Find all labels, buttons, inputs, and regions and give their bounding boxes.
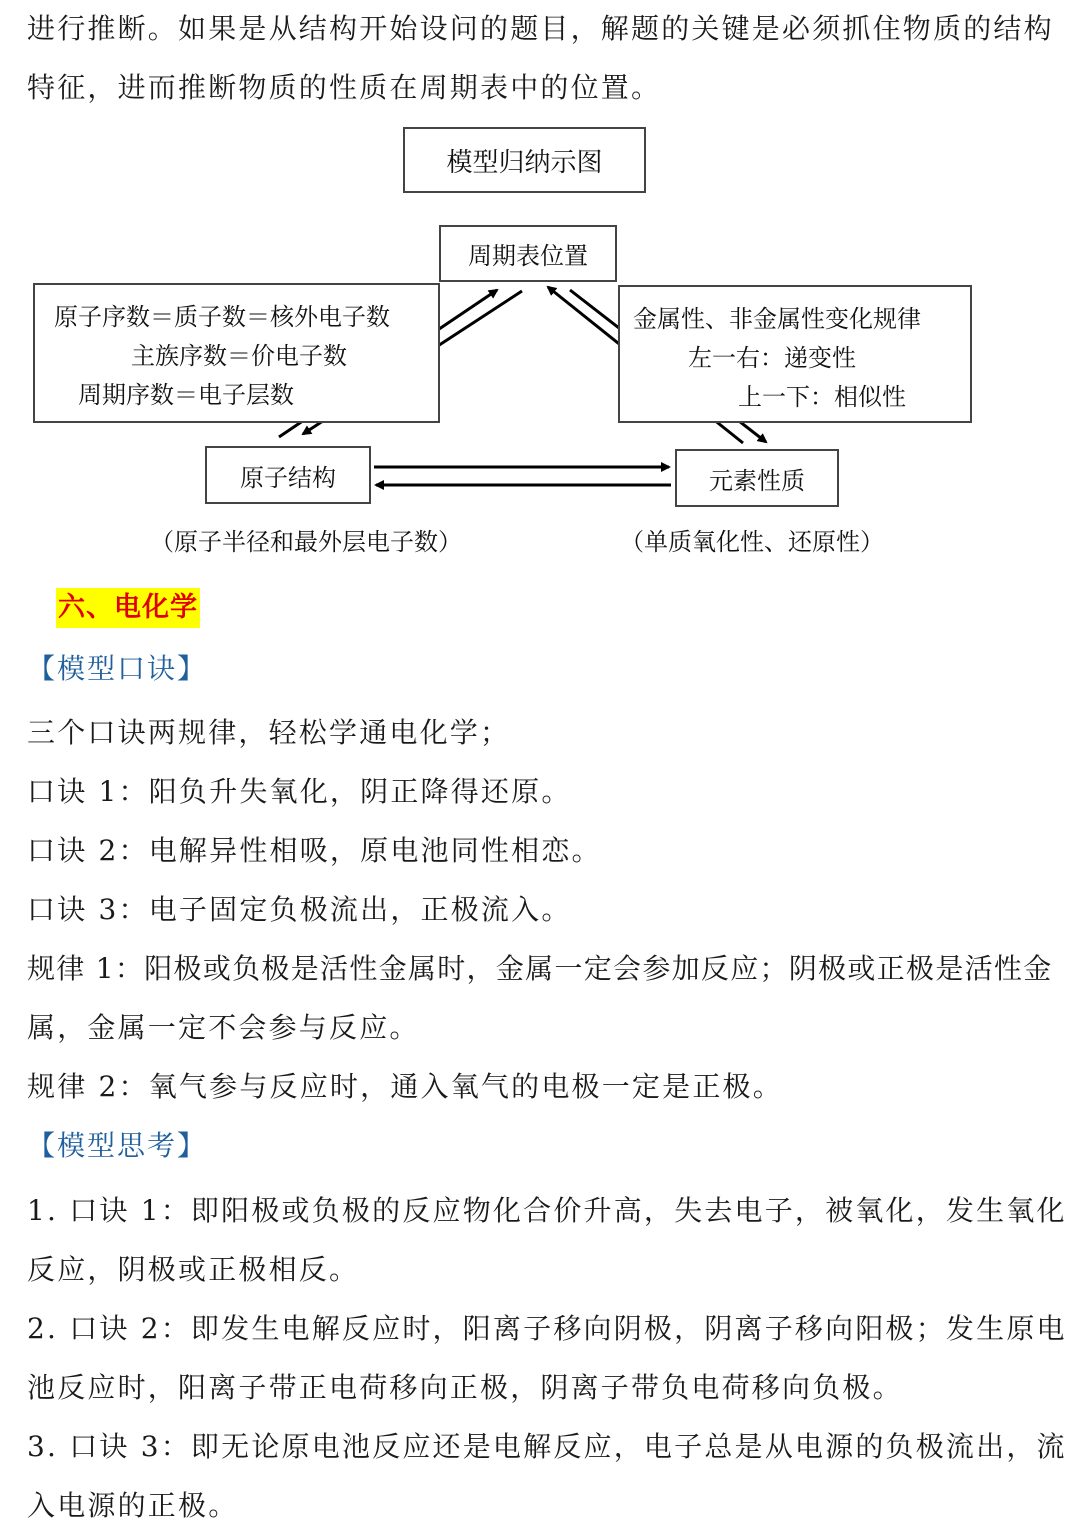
think-line-3: 2. 口诀 2：即发生电解反应时，阳离子移向阴极，阴离子移向阳极；发生原电	[27, 1312, 1067, 1345]
right-caption: （单质氧化性、还原性）	[620, 528, 884, 556]
intro-line-2: 特征，进而推断物质的性质在周期表中的位置。	[27, 71, 662, 104]
body-line-1: 三个口诀两规律，轻松学通电化学；	[27, 716, 511, 749]
left-note-box	[33, 283, 440, 423]
tag-model-mnemonic: 【模型口诀】	[27, 652, 208, 685]
body-line-3: 口诀 2：电解异性相吸，原电池同性相恋。	[27, 834, 602, 867]
intro-line-1: 进行推断。如果是从结构开始设问的题目，解题的关键是必须抓住物质的结构	[27, 12, 1054, 45]
tag-model-thinking: 【模型思考】	[27, 1129, 208, 1162]
body-line-4: 口诀 3：电子固定负极流出，正极流入。	[27, 893, 572, 926]
body-line-6: 属，金属一定不会参与反应。	[27, 1011, 420, 1044]
think-line-5: 3. 口诀 3：即无论原电池反应还是电解反应，电子总是从电源的负极流出，流	[27, 1430, 1067, 1463]
section-title: 六、电化学	[56, 588, 200, 628]
left-note-line-2: 主族序数＝价电子数	[131, 342, 347, 370]
body-line-2: 口诀 1：阳负升失氧化，阴正降得还原。	[27, 775, 572, 808]
node-element-properties: 元素性质	[675, 449, 839, 507]
right-note-box	[618, 285, 972, 423]
left-caption: （原子半径和最外层电子数）	[150, 528, 462, 556]
node-atomic-structure: 原子结构	[205, 446, 371, 504]
right-note-line-2: 左一右：递变性	[688, 344, 856, 372]
diagram-title: 模型归纳示图	[403, 127, 646, 193]
think-line-6: 入电源的正极。	[27, 1489, 239, 1522]
right-note-line-3: 上一下：相似性	[738, 383, 906, 411]
node-periodic-position: 周期表位置	[439, 225, 617, 282]
think-line-4: 池反应时，阳离子带正电荷移向正极，阴离子带负电荷移向负极。	[27, 1371, 903, 1404]
body-line-5: 规律 1：阳极或负极是活性金属时，金属一定会参加反应；阴极或正极是活性金	[27, 952, 1053, 985]
think-line-1: 1. 口诀 1：即阳极或负极的反应物化合价升高，失去电子，被氧化，发生氧化	[27, 1194, 1067, 1227]
body-line-7: 规律 2：氧气参与反应时，通入氧气的电极一定是正极。	[27, 1070, 783, 1103]
left-note-line-3: 周期序数＝电子层数	[78, 381, 294, 409]
left-note-line-1: 原子序数＝质子数＝核外电子数	[54, 303, 390, 331]
right-note-line-1: 金属性、非金属性变化规律	[633, 305, 921, 333]
think-line-2: 反应，阴极或正极相反。	[27, 1253, 360, 1286]
